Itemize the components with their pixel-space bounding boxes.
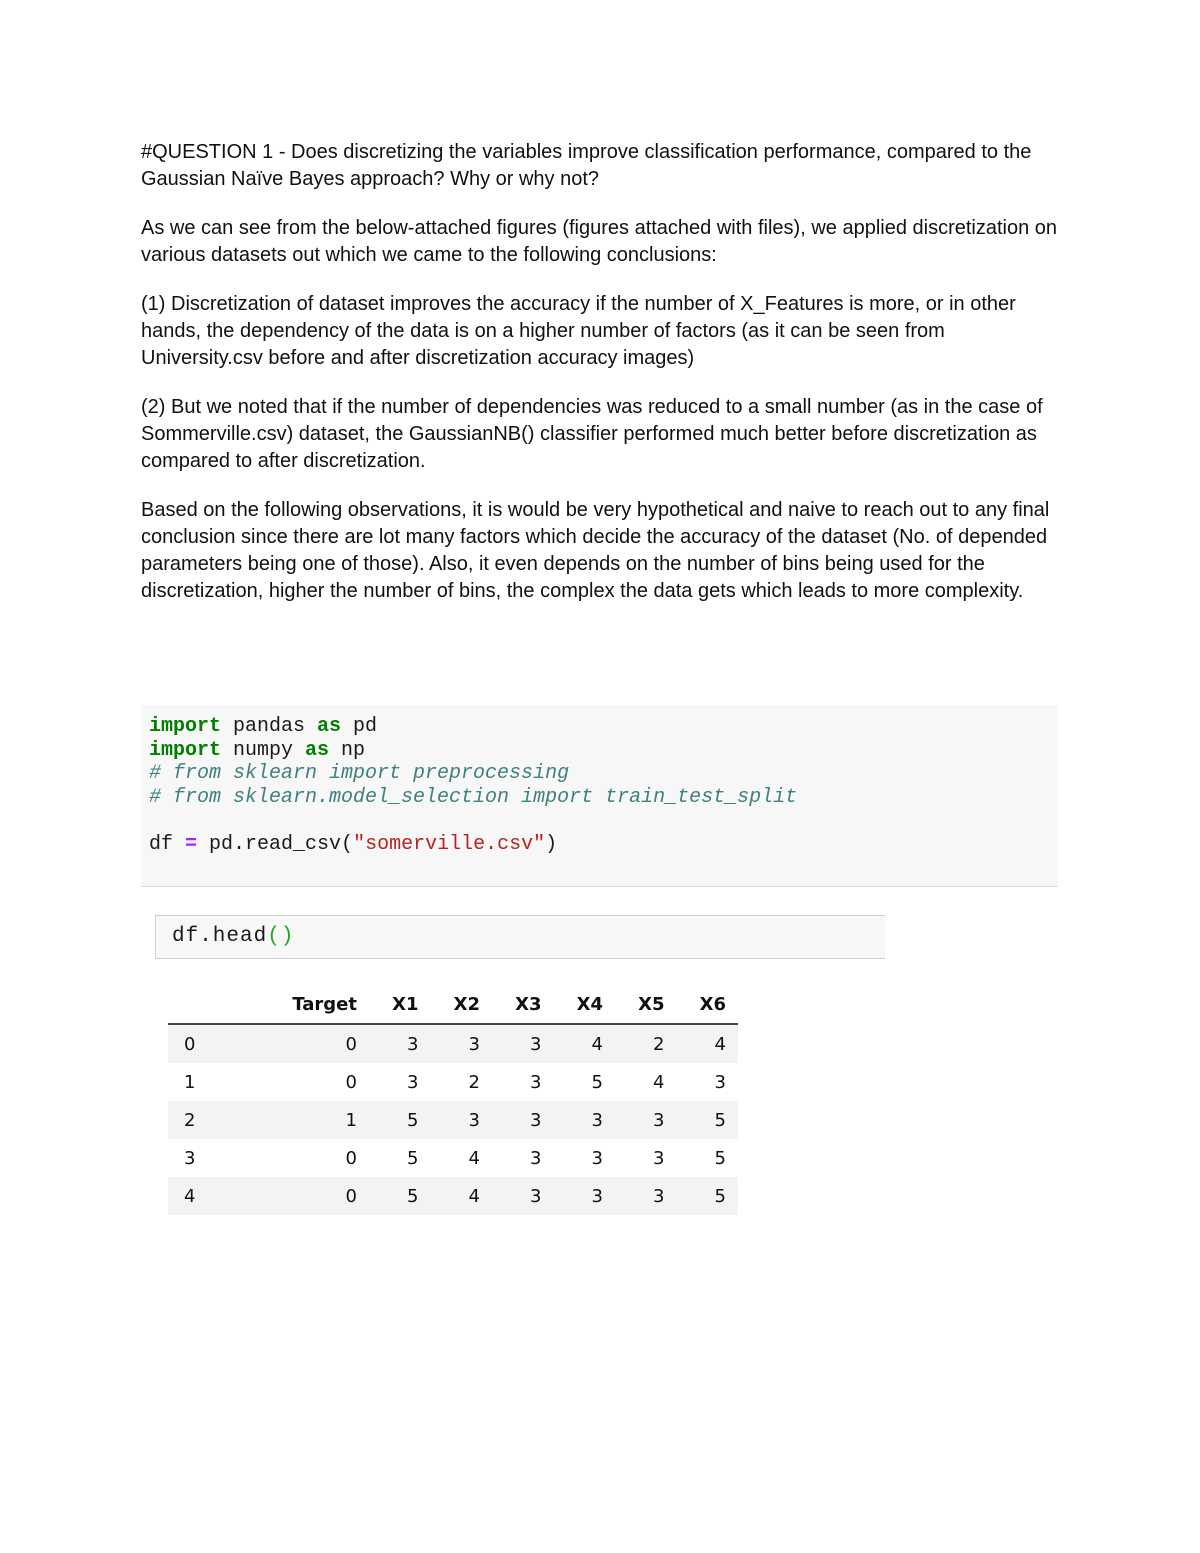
table-cell: [369, 1101, 431, 1139]
index-header: [168, 985, 244, 1024]
row-index: [168, 1139, 244, 1177]
cell-value: 3: [653, 1147, 665, 1169]
code-token: df.head: [172, 925, 268, 948]
code-token: pd.read_csv(: [197, 832, 354, 856]
table-row: [168, 1177, 738, 1215]
code-string: "somerville.csv": [353, 832, 546, 856]
cell-value: 3: [653, 1185, 665, 1207]
cell-value: 5: [407, 1147, 419, 1169]
table-cell: [677, 1063, 739, 1101]
column-header: [554, 985, 616, 1024]
code-comment: # from sklearn.model_selection import train_test_split: [149, 785, 798, 809]
code-operator: =: [185, 832, 198, 856]
code-keyword: as: [317, 715, 342, 738]
cell-value: 2: [653, 1033, 665, 1055]
cell-value: 5: [591, 1071, 603, 1093]
cell-value: 2: [468, 1071, 480, 1093]
cell-value: 5: [714, 1109, 726, 1131]
cell-value: 1: [345, 1109, 357, 1131]
cell-value: 3: [530, 1109, 542, 1131]
cell-value: 5: [407, 1185, 419, 1207]
table-cell: [492, 1139, 554, 1177]
table-cell: [244, 1063, 369, 1101]
table-cell: [615, 1024, 677, 1063]
code-text: [172, 924, 294, 950]
column-header-label: X4: [576, 993, 603, 1015]
cell-value: 3: [407, 1033, 419, 1055]
column-header: [369, 985, 431, 1024]
cell-value: 3: [591, 1109, 603, 1131]
code-keyword: import: [149, 738, 222, 762]
column-header: [615, 985, 677, 1024]
cell-value: 3: [530, 1185, 542, 1207]
table-cell: [431, 1139, 493, 1177]
cell-value: 3: [468, 1033, 480, 1055]
dataframe-output-table: [168, 985, 738, 1215]
table-cell: [369, 1177, 431, 1215]
table-cell: [431, 1177, 493, 1215]
table-cell: [369, 1063, 431, 1101]
column-header-label: X6: [699, 993, 726, 1015]
code-token: ): [545, 832, 558, 856]
table-cell: [431, 1024, 493, 1063]
cell-value: 5: [714, 1185, 726, 1207]
code-keyword: as: [305, 738, 330, 762]
cell-value: 4: [591, 1033, 603, 1055]
table-cell: [431, 1101, 493, 1139]
cell-value: 0: [345, 1185, 357, 1207]
column-header-label: X1: [392, 993, 419, 1015]
cell-value: 0: [345, 1071, 357, 1093]
table-row: [168, 1063, 738, 1101]
table-cell: [554, 1177, 616, 1215]
table-cell: [492, 1177, 554, 1215]
table-cell: [554, 1101, 616, 1139]
code-token: pandas: [221, 715, 318, 738]
cell-value: 3: [591, 1147, 603, 1169]
table-cell: [244, 1024, 369, 1063]
row-index: [168, 1063, 244, 1101]
column-header: [244, 985, 369, 1024]
paragraph-summary: Based on the following observations, it is would be very hypothetical and naive to reach out to any final conclusion since there are lot many factors which decide the accuracy of the dataset (No. of depended parameters being one of those). Also, it even depends on the number of bins being used for the discretization, higher the number of bins, the complex the data gets which leads to more complexity.: [141, 499, 1050, 602]
column-header-label: X2: [453, 993, 480, 1015]
table-body: [168, 1024, 738, 1215]
cell-value: 3: [468, 1109, 480, 1131]
table-cell: [554, 1063, 616, 1101]
code-cell-imports[interactable]: [141, 705, 1058, 887]
column-header: [431, 985, 493, 1024]
cell-value: 4: [714, 1033, 726, 1055]
code-paren: (): [267, 925, 295, 948]
table-cell: [615, 1063, 677, 1101]
table-cell: [492, 1063, 554, 1101]
column-header: [492, 985, 554, 1024]
cell-value: 0: [345, 1147, 357, 1169]
cell-value: 3: [714, 1071, 726, 1093]
code-comment: # from sklearn import preprocessing: [149, 762, 570, 785]
cell-value: 4: [653, 1071, 665, 1093]
table-cell: [677, 1101, 739, 1139]
code-token: np: [329, 738, 366, 762]
answer-text: [141, 139, 1071, 627]
table-row: [168, 1139, 738, 1177]
cell-value: 3: [407, 1071, 419, 1093]
paragraph-conclusion-1: (1) Discretization of dataset improves the accuracy if the number of X_Features is more, or in other hands, the dependency of the data is on a higher number of factors (as it can be seen from University.csv before and after discretization accuracy images): [141, 293, 1016, 369]
table-cell: [554, 1024, 616, 1063]
code-token: df: [149, 832, 186, 856]
column-header-label: X3: [515, 993, 542, 1015]
table-row: [168, 1101, 738, 1139]
table-cell: [244, 1177, 369, 1215]
table-cell: [677, 1024, 739, 1063]
table-row: [168, 1024, 738, 1063]
cell-value: 2: [184, 1109, 196, 1131]
table-cell: [615, 1101, 677, 1139]
table-cell: [244, 1139, 369, 1177]
paragraph-intro: As we can see from the below-attached figures (figures attached with files), we applied discretization on various datasets out which we came to the following conclusions:: [141, 217, 1058, 266]
cell-value: 3: [530, 1071, 542, 1093]
cell-value: 3: [530, 1033, 542, 1055]
table-cell: [492, 1024, 554, 1063]
code-cell-head[interactable]: [155, 915, 885, 959]
column-header-label: X5: [638, 993, 665, 1015]
column-header: [677, 985, 739, 1024]
cell-value: 5: [714, 1147, 726, 1169]
cell-value: 4: [468, 1185, 480, 1207]
row-index: [168, 1024, 244, 1063]
table-cell: [244, 1101, 369, 1139]
cell-value: 3: [653, 1109, 665, 1131]
table-header-row: [168, 985, 738, 1024]
code-text: [149, 715, 797, 856]
code-token: numpy: [221, 738, 306, 762]
table-cell: [615, 1139, 677, 1177]
code-token: pd: [341, 715, 378, 738]
table-cell: [677, 1177, 739, 1215]
cell-value: 0: [345, 1033, 357, 1055]
row-index: [168, 1101, 244, 1139]
column-header-label: Target: [292, 993, 357, 1015]
code-keyword: import: [149, 715, 222, 738]
cell-value: 3: [591, 1185, 603, 1207]
paragraph-conclusion-2: (2) But we noted that if the number of dependencies was reduced to a small number (as in the case of Sommerville.csv) dataset, the GaussianNB() classifier performed much better before discretization as compared to after discretization.: [141, 396, 1043, 472]
table-cell: [492, 1101, 554, 1139]
cell-value: 3: [184, 1147, 196, 1169]
table-cell: [369, 1024, 431, 1063]
table-cell: [369, 1139, 431, 1177]
cell-value: 3: [530, 1147, 542, 1169]
row-index: [168, 1177, 244, 1215]
question-heading: #QUESTION 1 - Does discretizing the variables improve classification performance, compared to the Gaussian Naïve Bayes approach? Why or why not?: [141, 141, 1032, 190]
cell-value: 5: [407, 1109, 419, 1131]
cell-value: 0: [184, 1033, 196, 1055]
table-cell: [677, 1139, 739, 1177]
cell-value: 4: [468, 1147, 480, 1169]
table-cell: [554, 1139, 616, 1177]
table-cell: [615, 1177, 677, 1215]
cell-value: 1: [184, 1071, 196, 1093]
cell-value: 4: [184, 1185, 196, 1207]
table-cell: [431, 1063, 493, 1101]
